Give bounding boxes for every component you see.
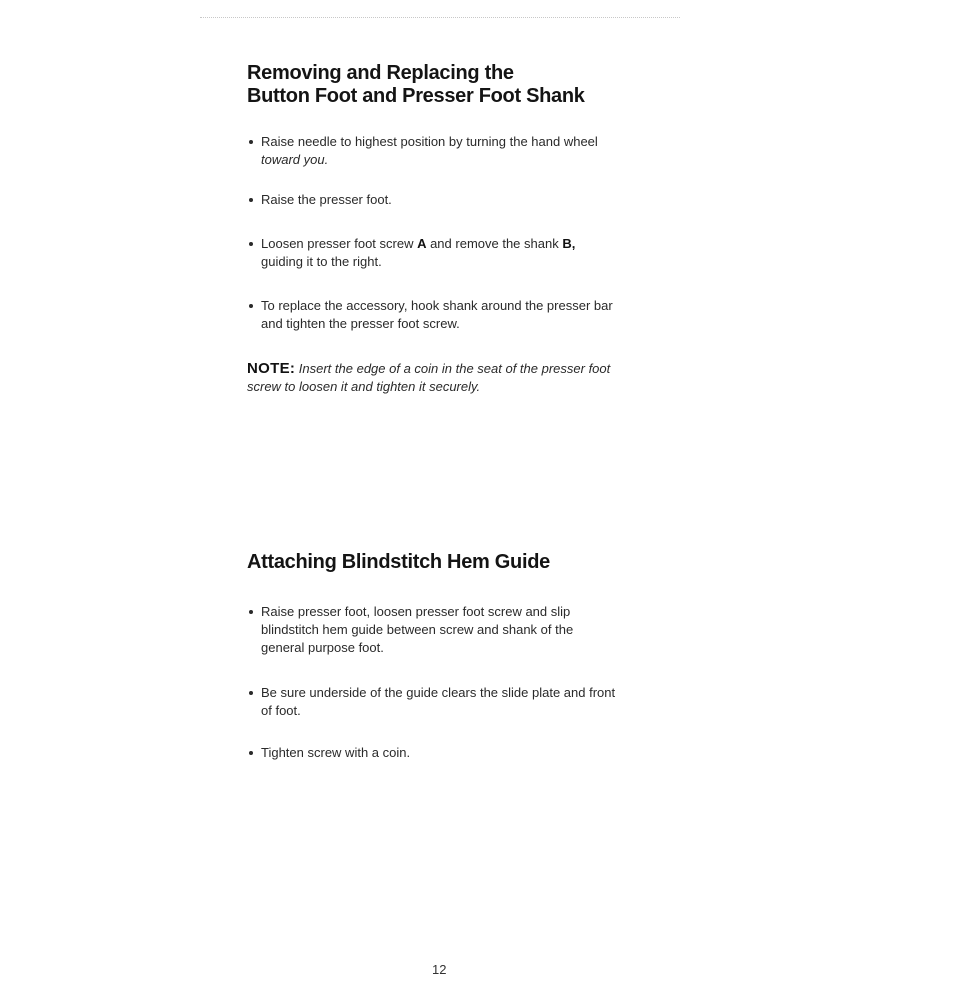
section1-bullet-4: To replace the accessory, hook shank around the presser bar and tighten the presser foot screw. <box>247 297 619 333</box>
section1-bullet-1-text: Raise needle to highest position by turning the hand wheel <box>261 134 598 149</box>
section1-bullet-list <box>247 133 619 169</box>
scan-artifact-line <box>200 17 680 18</box>
section1-bullet-4-wrap <box>247 297 619 333</box>
note-label: NOTE: <box>247 360 296 377</box>
section1-bullet-3 <box>247 235 619 271</box>
section2-bullet-3-wrap <box>247 744 619 762</box>
section1-title <box>247 62 627 108</box>
label-b: B, <box>562 236 576 251</box>
section1-bullet-2: Raise the presser foot. <box>247 191 619 209</box>
section1-note <box>247 360 622 396</box>
section1-bullet-3-part3: guiding it to the right. <box>261 254 382 269</box>
section1-bullet-3-part2: and remove the shank <box>426 236 563 251</box>
section1-title-line1: Removing and Replacing the <box>247 62 514 84</box>
section2-title: Attaching Blindstitch Hem Guide <box>247 551 550 573</box>
page-number: 12 <box>432 962 447 977</box>
label-a: A <box>417 236 427 251</box>
section1-bullet-2-wrap <box>247 191 619 209</box>
section2-bullet-2: Be sure underside of the guide clears the slide plate and front of foot. <box>247 684 619 720</box>
section-removing-replacing <box>247 62 627 108</box>
section1-bullet-1 <box>247 133 619 169</box>
section1-bullet-3-wrap <box>247 235 619 271</box>
section1-bullet-1-italic: toward you. <box>261 152 329 167</box>
section2-bullet-1-wrap <box>247 603 619 657</box>
section2-bullet-3: Tighten screw with a coin. <box>247 744 619 762</box>
section1-title-line2: Button Foot and Presser Foot Shank <box>247 85 585 107</box>
section-blindstitch-hem-guide <box>247 551 627 574</box>
section1-bullet-3-part1: Loosen presser foot screw <box>261 236 418 251</box>
section2-bullet-2-wrap <box>247 684 619 720</box>
note-text: Insert the edge of a coin in the seat of the presser foot screw to loosen it and tighten it securely. <box>247 361 611 394</box>
section2-bullet-1: Raise presser foot, loosen presser foot screw and slip blindstitch hem guide between screw and shank of the general purpose foot. <box>247 603 619 657</box>
